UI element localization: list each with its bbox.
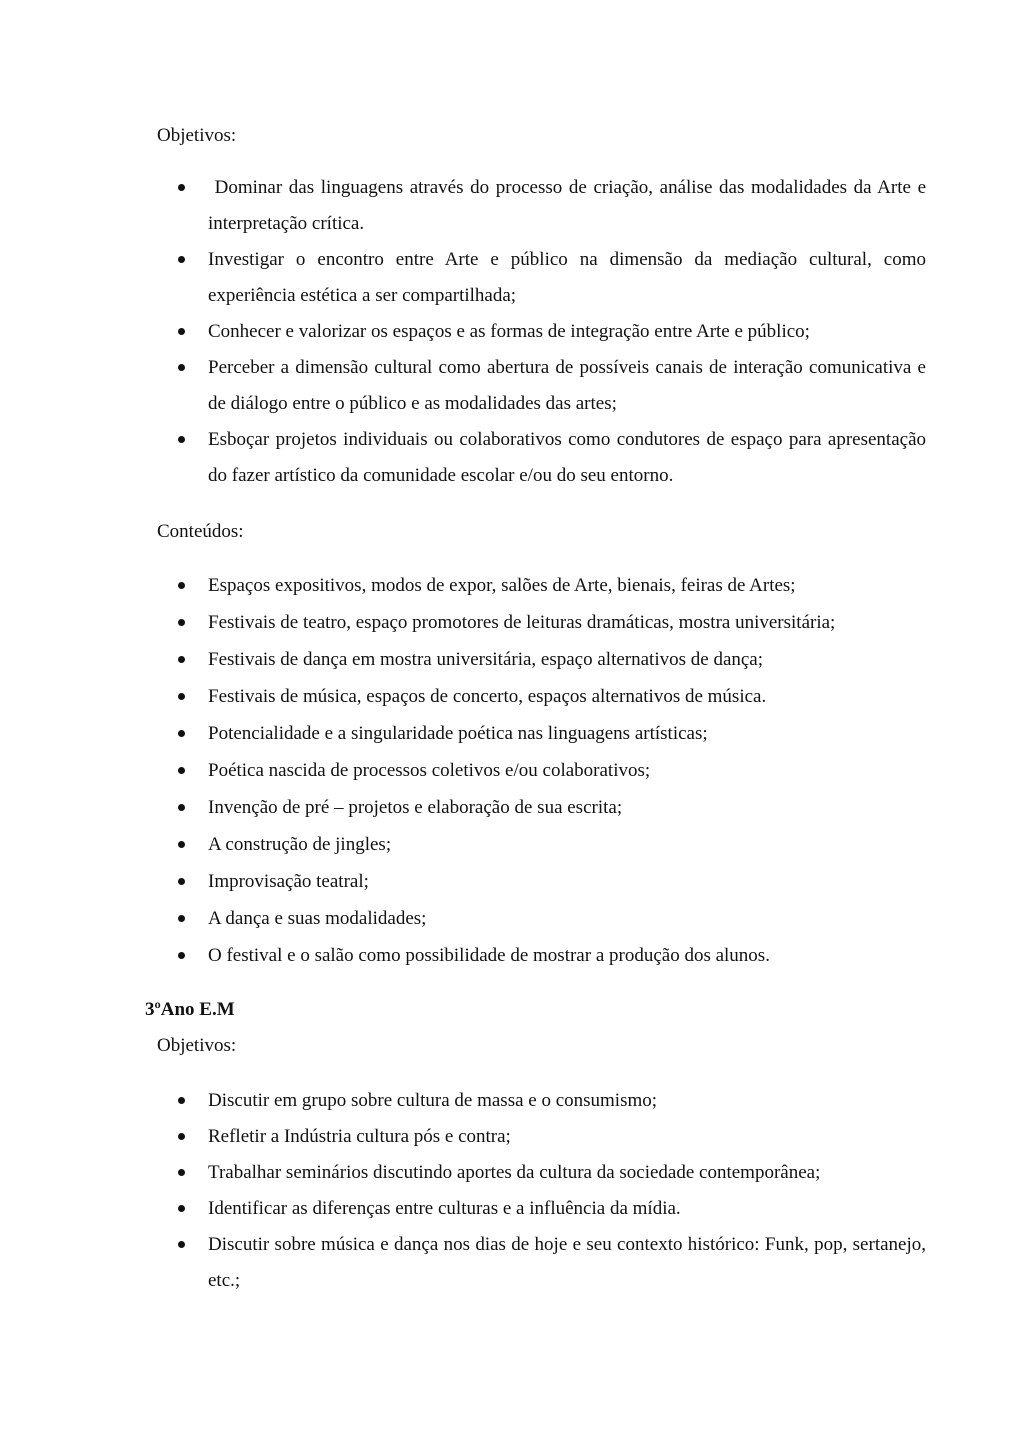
list-item: Espaços expositivos, modos de expor, salões de Arte, bienais, feiras de Artes;	[0, 567, 1024, 604]
list-item: Festivais de música, espaços de concerto, espaços alternativos de música.	[0, 678, 1024, 715]
contents-label: Conteúdos:	[157, 521, 244, 542]
list-item: Poética nascida de processos coletivos e/ou colaborativos;	[0, 752, 1024, 789]
list-item: A dança e suas modalidades;	[0, 900, 1024, 937]
objectives-list-3	[0, 1083, 1024, 1299]
section-heading: 3ºAno E.M	[145, 999, 235, 1020]
bullet-icon	[178, 952, 185, 959]
bullet-icon	[178, 436, 185, 443]
bullet-icon	[178, 1241, 185, 1248]
list-item: Potencialidade e a singularidade poética nas linguagens artísticas;	[0, 715, 1024, 752]
list-item: Perceber a dimensão cultural como abertura de possíveis canais de interação comunicativa e de diálogo entre o público e as modalidades das artes;	[0, 350, 1024, 422]
list-item: Festivais de dança em mostra universitária, espaço alternativos de dança;	[0, 641, 1024, 678]
bullet-icon	[178, 1205, 185, 1212]
contents-list	[0, 567, 1024, 974]
list-item: Festivais de teatro, espaço promotores de leituras dramáticas, mostra universitária;	[0, 604, 1024, 641]
bullet-icon	[178, 1169, 185, 1176]
bullet-icon	[178, 804, 185, 811]
objectives-label: Objetivos:	[157, 125, 237, 146]
list-item: Esboçar projetos individuais ou colaborativos como condutores de espaço para apresentação do fazer artístico da comunidade escolar e/ou do seu entorno.	[0, 422, 1024, 494]
bullet-icon	[178, 767, 185, 774]
bullet-icon	[178, 915, 185, 922]
list-item: Refletir a Indústria cultura pós e contra;	[0, 1119, 1024, 1155]
list-item: A construção de jingles;	[0, 826, 1024, 863]
list-item: Investigar o encontro entre Arte e público na dimensão da mediação cultural, como experiência estética a ser compartilhada;	[0, 242, 1024, 314]
bullet-icon	[178, 656, 185, 663]
bullet-icon	[178, 1133, 185, 1140]
bullet-icon	[178, 256, 185, 263]
objectives-list	[0, 170, 1024, 494]
bullet-icon	[178, 1097, 185, 1104]
bullet-icon	[178, 730, 185, 737]
list-item: Improvisação teatral;	[0, 863, 1024, 900]
bullet-icon	[178, 878, 185, 885]
list-item: Trabalhar seminários discutindo aportes da cultura da sociedade contemporânea;	[0, 1155, 1024, 1191]
list-item: O festival e o salão como possibilidade de mostrar a produção dos alunos.	[0, 937, 1024, 974]
list-item: Identificar as diferenças entre culturas e a influência da mídia.	[0, 1191, 1024, 1227]
list-item: Conhecer e valorizar os espaços e as formas de integração entre Arte e público;	[0, 314, 1024, 350]
list-item: Dominar das linguagens através do processo de criação, análise das modalidades da Arte e interpretação crítica.	[0, 170, 1024, 242]
bullet-icon	[178, 841, 185, 848]
bullet-icon	[178, 582, 185, 589]
bullet-icon	[178, 693, 185, 700]
list-item: Invenção de pré – projetos e elaboração de sua escrita;	[0, 789, 1024, 826]
bullet-icon	[178, 619, 185, 626]
bullet-icon	[178, 328, 185, 335]
objectives-label-3: Objetivos:	[157, 1035, 237, 1056]
bullet-icon	[178, 184, 185, 191]
list-item: Discutir sobre música e dança nos dias de hoje e seu contexto histórico: Funk, pop, sertanejo, etc.;	[0, 1227, 1024, 1299]
list-item: Discutir em grupo sobre cultura de massa e o consumismo;	[0, 1083, 1024, 1119]
bullet-icon	[178, 364, 185, 371]
